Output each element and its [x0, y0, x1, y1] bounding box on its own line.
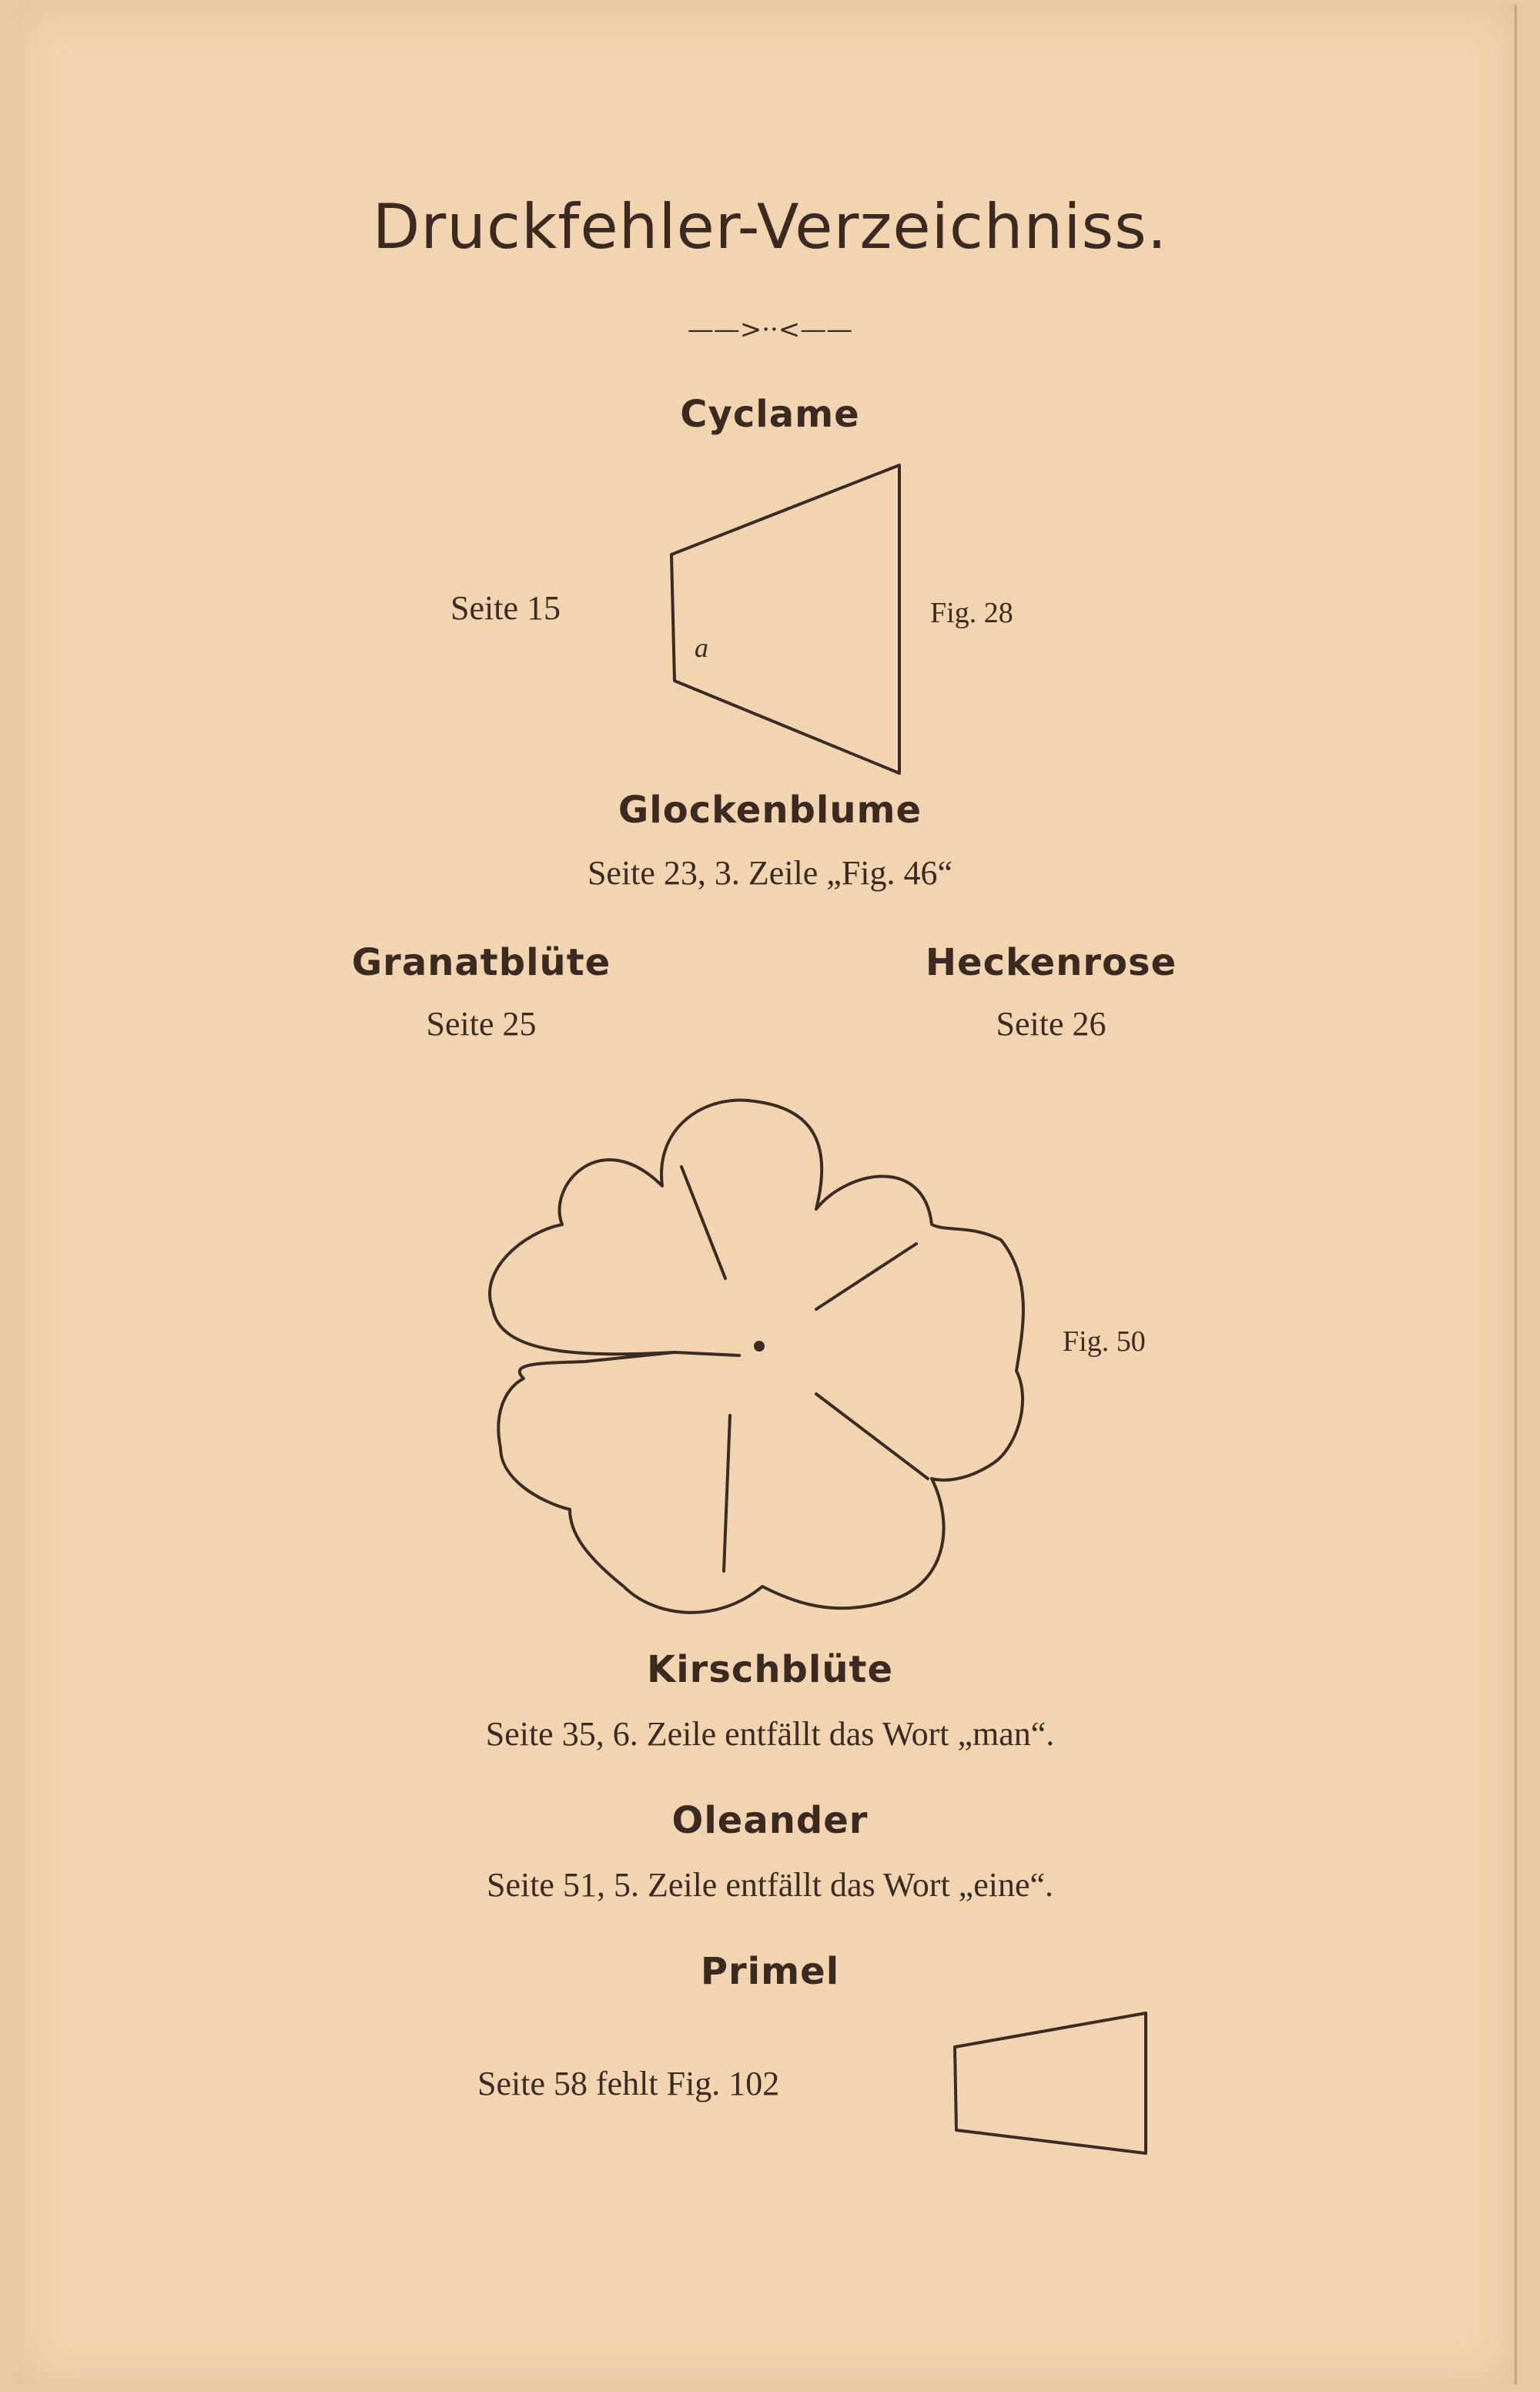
flower-fig-label: Fig. 50 [1063, 1325, 1146, 1358]
granatbluete-heading: Granatblüte [351, 941, 611, 984]
page-title: Druckfehler-Verzeichniss. [372, 191, 1168, 263]
cyclame-label-a: a [695, 632, 708, 663]
cyclame-page: Seite 15 [450, 589, 561, 627]
kirschbluete-heading: Kirschblüte [647, 1648, 893, 1691]
glockenblume-note: Seite 23, 3. Zeile „Fig. 46“ [587, 854, 953, 892]
glockenblume-heading: Glockenblume [618, 789, 922, 832]
primel-note: Seite 58 fehlt Fig. 102 [477, 2065, 780, 2102]
heckenrose-page: Seite 26 [996, 1005, 1106, 1043]
cyclame-fig-label: Fig. 28 [930, 597, 1013, 629]
ornament-divider: ——>··<—— [687, 314, 853, 345]
kirschbluete-note: Seite 35, 6. Zeile entfällt das Wort „man“. [485, 1715, 1055, 1753]
oleander-heading: Oleander [671, 1799, 869, 1842]
granatbluete-page: Seite 25 [426, 1005, 537, 1043]
cyclame-heading: Cyclame [680, 393, 860, 436]
heckenrose-heading: Heckenrose [925, 941, 1177, 984]
primel-heading: Primel [700, 1950, 840, 1993]
oleander-note: Seite 51, 5. Zeile entfällt das Wort „eine“. [486, 1866, 1054, 1904]
